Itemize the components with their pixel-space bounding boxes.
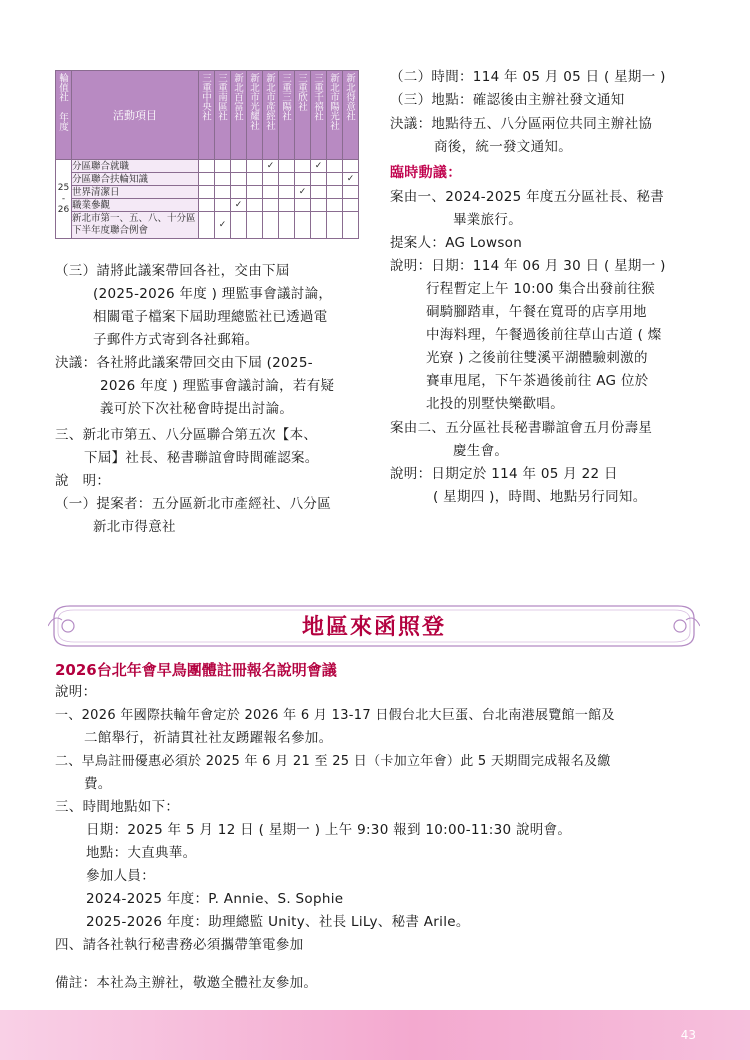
header-club: 新北市光耀社 <box>247 71 263 160</box>
right-text-line: 行程暫定上午 10:00 集合出發前往猴 <box>426 281 655 297</box>
right-text-line: 慶生會。 <box>453 443 509 459</box>
header-club: 三重中央社 <box>199 71 215 160</box>
section-banner <box>48 600 700 652</box>
mark-cell <box>199 212 215 239</box>
mark-cell <box>295 212 311 239</box>
table-row <box>56 186 359 199</box>
notice-line: 日期：2025 年 5 月 12 日 ( 星期一 ) 上午 9:30 報到 10:00-11:30 說明會。 <box>86 822 572 838</box>
left-text-line: 三、新北市第五、八分區聯合第五次【本、 <box>55 427 318 443</box>
notice-line: 二館舉行，祈請貫社社友踴躍報名參加。 <box>84 730 333 746</box>
mark-cell <box>247 173 263 186</box>
left-text-line: 相關電子檔案下屆助理總監社已透過電 <box>93 309 328 325</box>
banner-title: 地區來函照登 <box>301 615 446 640</box>
notice-line: 2024-2025 年度：P. Annie、S. Sophie <box>86 891 344 907</box>
mark-cell <box>199 186 215 199</box>
header-club: 新北百富社 <box>231 71 247 160</box>
mark-cell <box>311 173 327 186</box>
notice-line: 二、早鳥註冊優惠必須於 2025 年 6 月 21 至 25 日（卡加立年會）此 5 天期間完成報名及繳 <box>55 754 611 769</box>
right-text-line: 說明：日期定於 114 年 05 月 22 日 <box>390 466 618 482</box>
table-row <box>56 160 359 173</box>
header-year-cell <box>56 71 72 160</box>
mark-cell <box>231 173 247 186</box>
right-text-line: （三）地點：確認後由主辦社發文通知 <box>390 92 625 108</box>
mark-cell: ✓ <box>263 160 279 173</box>
right-text-line: 決議：地點待五、八分區兩位共同主辦社協 <box>390 116 653 132</box>
header-year-bottom: 年度 <box>57 111 68 131</box>
mark-cell <box>279 186 295 199</box>
table-row <box>56 212 359 239</box>
left-text-line: 子郵件方式寄到各社郵箱。 <box>93 332 259 348</box>
left-text-line: 下屆】社長、秘書聯誼會時間確認案。 <box>84 450 319 466</box>
header-year-top: 輪值社 <box>57 73 68 102</box>
year-cell <box>56 160 72 239</box>
mark-cell <box>247 212 263 239</box>
mark-cell <box>327 160 343 173</box>
table-header-row <box>56 71 359 160</box>
mark-cell <box>263 186 279 199</box>
mark-cell <box>343 199 359 212</box>
mark-cell: ✓ <box>215 212 231 239</box>
header-club: 新北市產經社 <box>263 71 279 160</box>
right-text-line: 案由一、2024-2025 年度五分區社長、秘書 <box>390 189 665 205</box>
mark-cell <box>279 173 295 186</box>
activity-name: 分區聯合扶輪知識 <box>72 173 199 186</box>
left-text-line: 新北市得意社 <box>93 519 176 535</box>
right-text-line: 說明：日期：114 年 06 月 30 日 ( 星期一 ) <box>390 258 666 274</box>
mark-cell <box>279 212 295 239</box>
mark-cell <box>215 160 231 173</box>
right-text-line: 中海料理，午餐過後前往草山古道 ( 燦 <box>426 327 662 343</box>
page-number: 43 <box>680 1028 696 1042</box>
left-text-line: （三）請將此議案帶回各社，交由下屆 <box>55 263 290 279</box>
mark-cell <box>263 199 279 212</box>
notice-line: 參加人員： <box>86 868 155 884</box>
header-club: 三重欣社 <box>295 71 311 160</box>
mark-cell <box>279 160 295 173</box>
mark-cell <box>343 160 359 173</box>
mark-cell <box>295 173 311 186</box>
left-text-line: (2025-2026 年度 ) 理監事會議討論， <box>93 286 333 302</box>
notice-line: 一、2026 年國際扶輪年會定於 2026 年 6 月 13-17 日假台北大巨蛋、台北南港展覽館一館及 <box>55 708 615 723</box>
mark-cell <box>327 186 343 199</box>
mark-cell <box>215 173 231 186</box>
header-club: 新北得意社 <box>343 71 359 160</box>
mark-cell <box>199 173 215 186</box>
right-text-line: 商後，統一發文通知。 <box>434 139 572 155</box>
header-club: 三重三陽社 <box>279 71 295 160</box>
notice-title: 2026台北年會早鳥團體註冊報名說明會議 <box>55 661 337 679</box>
right-text-line: 畢業旅行。 <box>453 212 522 228</box>
mark-cell <box>199 199 215 212</box>
activity-name: 分區聯合就職 <box>72 160 199 173</box>
mark-cell: ✓ <box>343 173 359 186</box>
notice-line: 2025-2026 年度：助理總監 Unity、社長 LiLy、秘書 Arile。 <box>86 914 470 930</box>
mark-cell <box>215 186 231 199</box>
right-text-line: 北投的別墅快樂歡唱。 <box>426 396 564 412</box>
right-text-line: 硐騎腳踏車，午餐在寬哥的店享用地 <box>426 304 647 320</box>
mark-cell <box>343 186 359 199</box>
activity-name: 世界清潔日 <box>72 186 199 199</box>
left-text-line: 2026 年度 ) 理監事會議討論，若有疑 <box>100 378 335 394</box>
page-footer-band <box>0 1010 750 1060</box>
mark-cell: ✓ <box>231 199 247 212</box>
year-label: 25 - 26 <box>57 182 70 215</box>
mark-cell <box>231 160 247 173</box>
notice-remark: 備註：本社為主辦社，敬邀全體社友參加。 <box>55 975 318 991</box>
activity-table <box>55 70 359 239</box>
header-club: 三重千禧社 <box>311 71 327 160</box>
mark-cell <box>231 186 247 199</box>
mark-cell <box>247 160 263 173</box>
mark-cell <box>279 199 295 212</box>
left-text-line: 決議：各社將此議案帶回交由下屆 (2025- <box>55 355 313 371</box>
activity-name: 職業參觀 <box>72 199 199 212</box>
mark-cell <box>327 199 343 212</box>
mark-cell <box>295 199 311 212</box>
mark-cell <box>295 160 311 173</box>
mark-cell <box>311 199 327 212</box>
table-row <box>56 199 359 212</box>
header-club: 新北市陽光社 <box>327 71 343 160</box>
motion-heading: 臨時動議： <box>390 165 462 181</box>
header-club: 三重南區社 <box>215 71 231 160</box>
activity-name: 新北市第一、五、八、十分區下半年度聯合例會 <box>72 212 199 239</box>
mark-cell <box>311 186 327 199</box>
notice-line: 說明： <box>55 684 97 700</box>
table-row <box>56 173 359 186</box>
notice-line: 地點：大直典華。 <box>86 845 197 861</box>
mark-cell <box>263 173 279 186</box>
notice-line: 三、時間地點如下： <box>55 799 180 815</box>
left-text-line: （一）提案者：五分區新北市產經社、八分區 <box>55 496 331 512</box>
mark-cell <box>215 199 231 212</box>
header-activity-cell: 活動項目 <box>72 71 199 160</box>
left-text-line: 說 明： <box>55 473 111 489</box>
mark-cell <box>247 186 263 199</box>
mark-cell <box>327 212 343 239</box>
notice-line: 四、請各社執行秘書務必須攜帶筆電參加 <box>55 937 304 953</box>
right-text-line: 案由二、五分區社長秘書聯誼會五月份壽星 <box>390 420 653 436</box>
right-text-line: 提案人：AG Lowson <box>390 235 523 251</box>
mark-cell <box>199 160 215 173</box>
mark-cell <box>343 212 359 239</box>
mark-cell <box>231 212 247 239</box>
mark-cell <box>247 199 263 212</box>
mark-cell <box>263 212 279 239</box>
right-text-line: （二）時間：114 年 05 月 05 日 ( 星期一 ) <box>390 69 666 85</box>
notice-line: 費。 <box>84 776 112 792</box>
mark-cell: ✓ <box>311 160 327 173</box>
left-text-line: 義可於下次社秘會時提出討論。 <box>100 401 294 417</box>
mark-cell <box>311 212 327 239</box>
mark-cell <box>327 173 343 186</box>
right-text-line: 賽車甩尾，下午茶過後前往 AG 位於 <box>426 373 649 389</box>
right-text-line: ( 星期四 )，時間、地點另行同知。 <box>433 489 647 505</box>
right-text-line: 光寮 ) 之後前往雙溪平湖體驗刺激的 <box>426 350 648 366</box>
mark-cell: ✓ <box>295 186 311 199</box>
